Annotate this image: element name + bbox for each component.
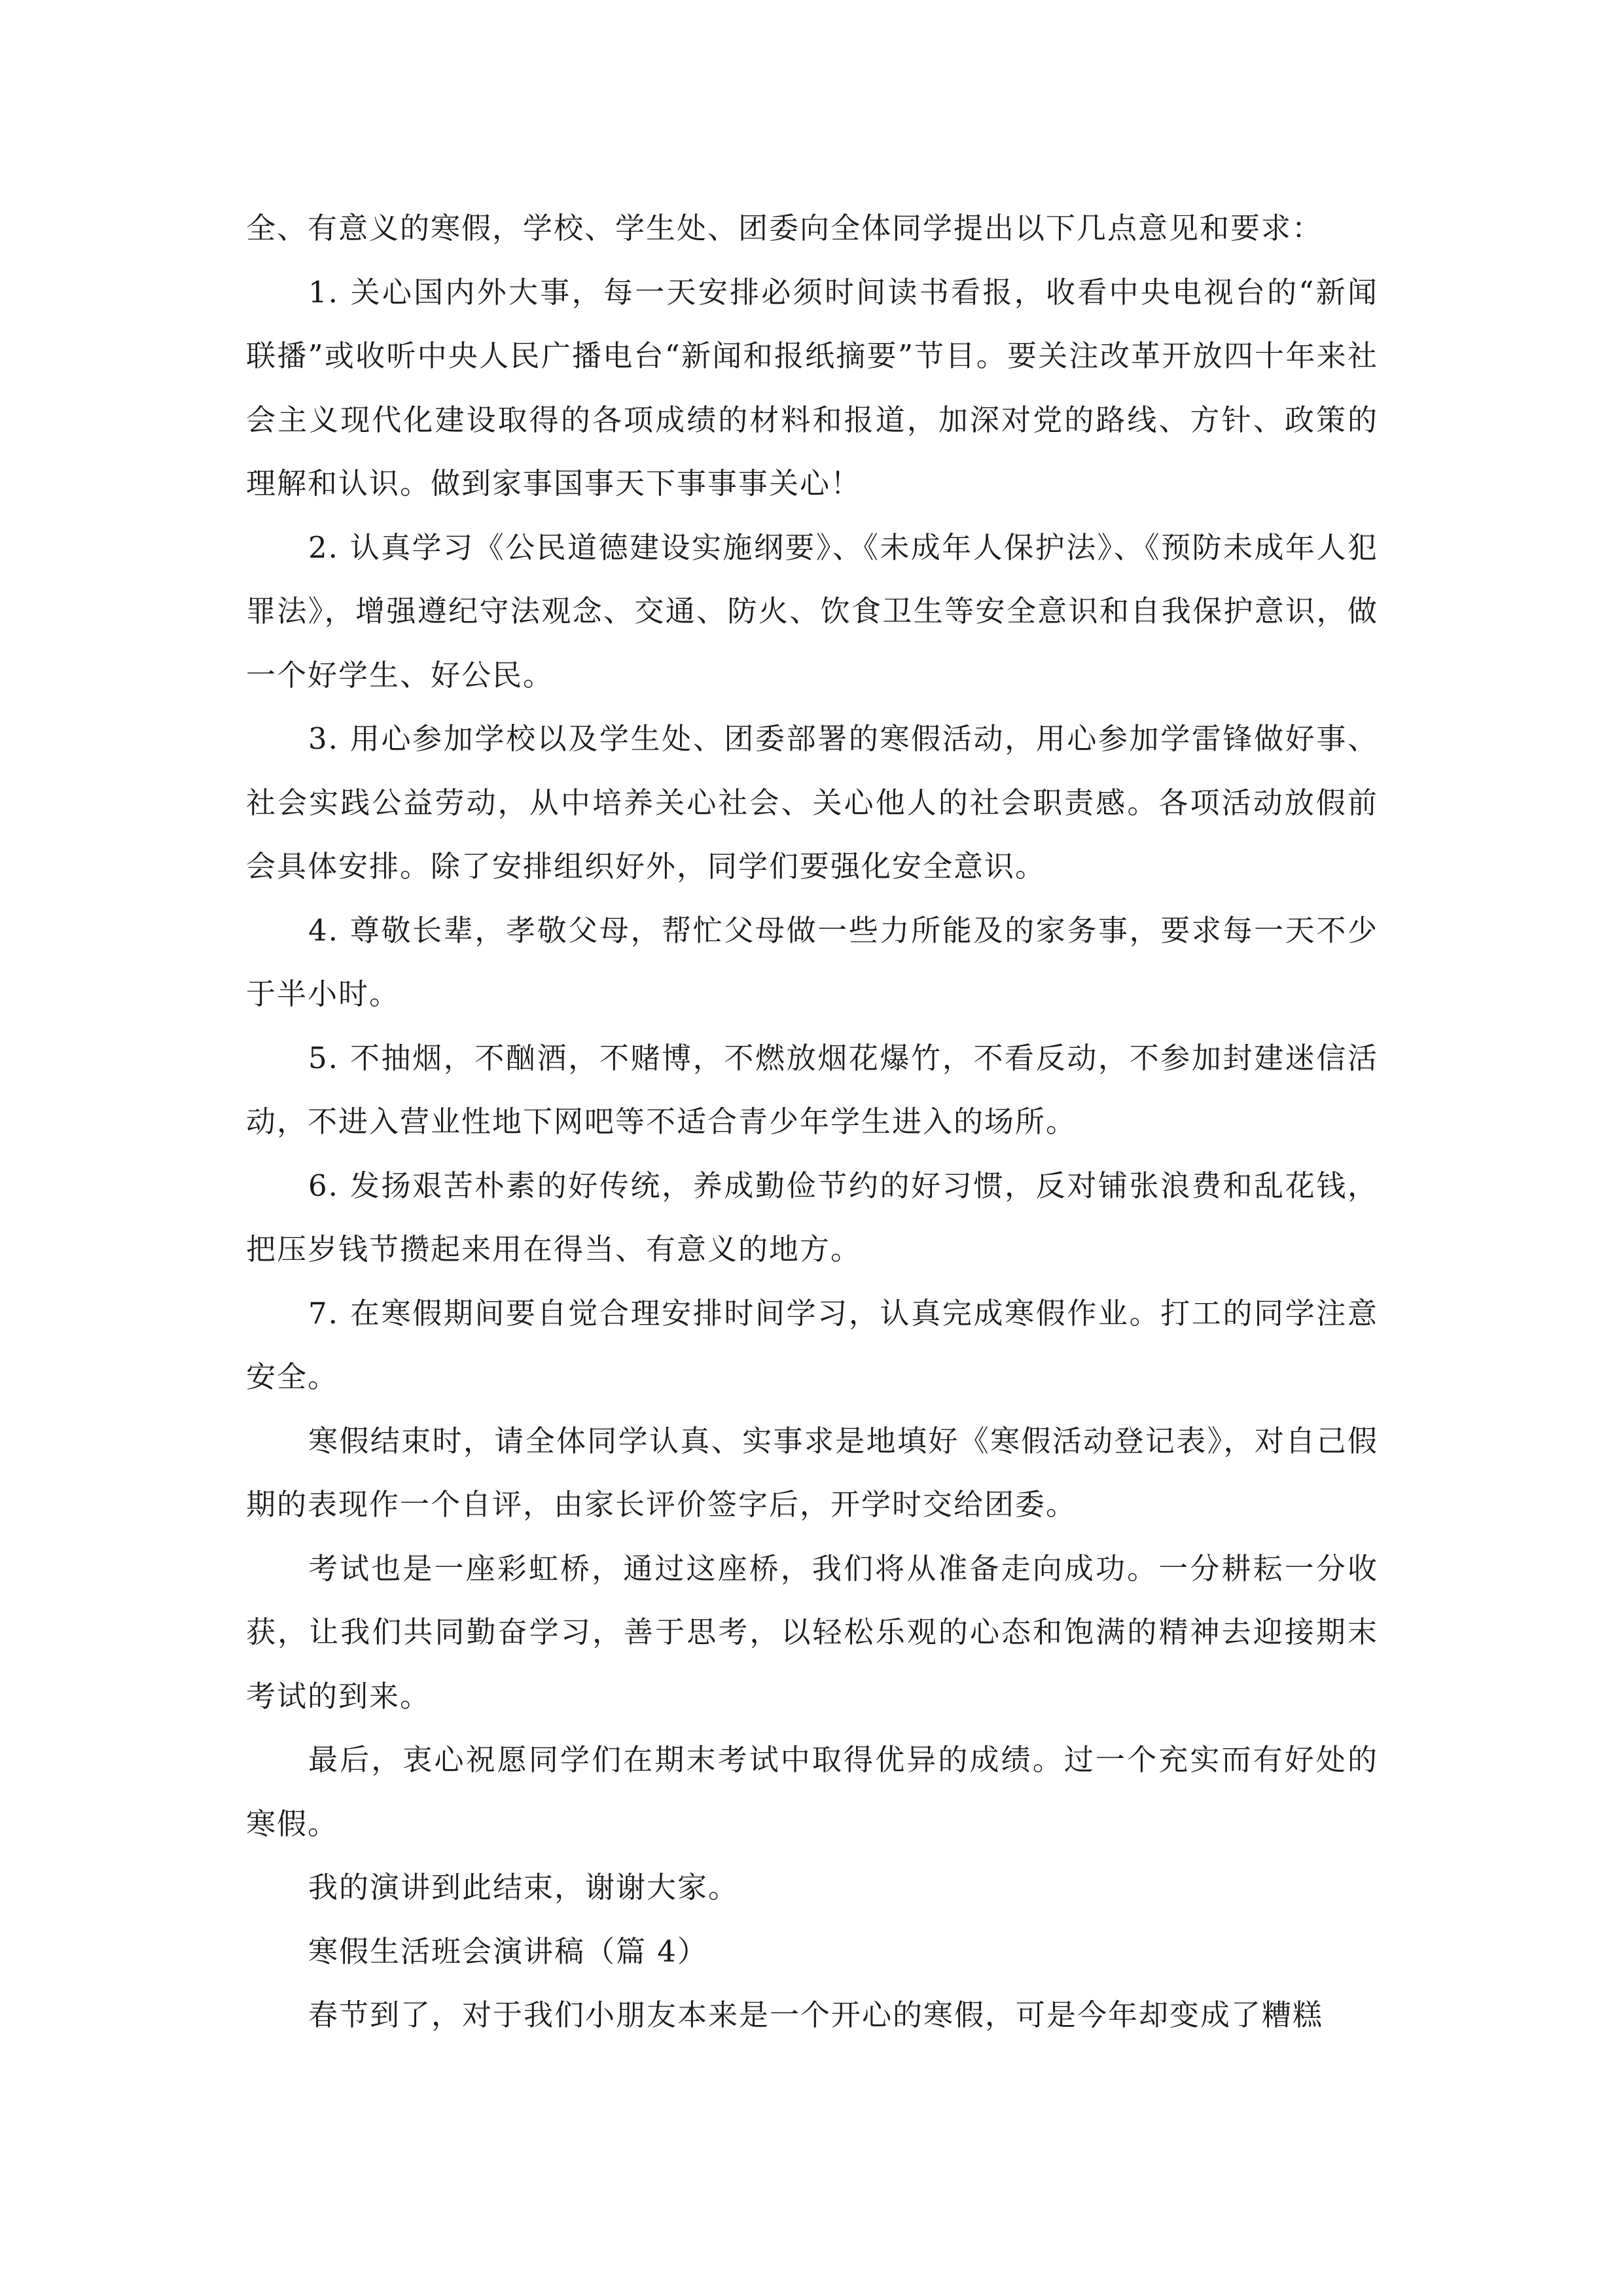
paragraph-closing: 我的演讲到此结束，谢谢大家。 (308, 1870, 740, 1905)
paragraph-spring-festival: 春节到了，对于我们小朋友本来是一个开心的寒假，可是今年却变成了糟糕 (308, 1998, 1324, 2032)
paragraph-exam-bridge: 考试也是一座彩虹桥，通过这座桥，我们将从准备走向成功。一分耕耘一分收获，让我们共同勤奋学习，善于思考，以轻松乐观的心态和饱满的精神去迎接期末考试的到来。 (246, 1551, 1378, 1713)
paragraph-wishes: 最后，衷心祝愿同学们在期末考试中取得优异的成绩。过一个充实而有好处的寒假。 (246, 1742, 1378, 1841)
paragraph-item-3: 3. 用心参加学校以及学生处、团委部署的寒假活动，用心参加学雷锋做好事、社会实践公益劳动，从中培养关心社会、关心他人的社会职责感。各项活动放假前会具体安排。除了安排组织好外，同学们要强化安全意识。 (246, 721, 1378, 884)
paragraph-item-4: 4. 尊敬长辈，孝敬父母，帮忙父母做一些力所能及的家务事，要求每一天不少于半小时。 (246, 912, 1378, 1011)
paragraph-item-5: 5. 不抽烟，不酗酒，不赌博，不燃放烟花爆竹，不看反动，不参加封建迷信活动，不进入营业性地下网吧等不适合青少年学生进入的场所。 (246, 1040, 1378, 1139)
paragraph-item-1: 1. 关心国内外大事，每一天安排必须时间读书看报，收看中央电视台的“新闻联播”或收听中央人民广播电台“新闻和报纸摘要”节目。要关注改革开放四十年来社会主义现代化建设取得的各项成绩的材料和报道，加深对党的路线、方针、政策的理解和认识。做到家事国事天下事事事关心！ (246, 274, 1378, 501)
paragraph-registration: 寒假结束时，请全体同学认真、实事求是地填好《寒假活动登记表》，对自己假期的表现作一个自评，由家长评价签字后，开学时交给团委。 (246, 1423, 1378, 1522)
paragraph-item-2: 2. 认真学习《公民道德建设实施纲要》、《未成年人保护法》、《预防未成年人犯罪法》，增强遵纪守法观念、交通、防火、饮食卫生等安全意识和自我保护意识，做一个好学生、好公民。 (246, 529, 1378, 692)
paragraph-item-7: 7. 在寒假期间要自觉合理安排时间学习，认真完成寒假作业。打工的同学注意安全。 (246, 1295, 1378, 1394)
document-body (246, 196, 1378, 2047)
paragraph-continuation: 全、有意义的寒假，学校、学生处、团委向全体同学提出以下几点意见和要求： (246, 211, 1323, 245)
paragraph-item-6: 6. 发扬艰苦朴素的好传统，养成勤俭节约的好习惯，反对铺张浪费和乱花钱，把压岁钱节攒起来用在得当、有意义的地方。 (246, 1168, 1378, 1266)
section-heading: 寒假生活班会演讲稿（篇 4） (308, 1933, 708, 1969)
